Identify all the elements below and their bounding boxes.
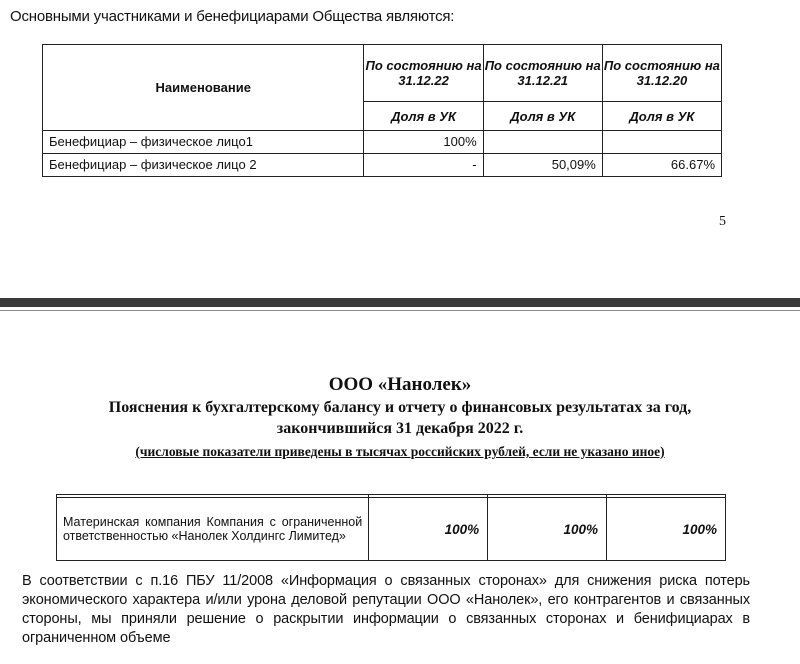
row-value-2022: - xyxy=(364,154,483,177)
subheader-share-2022: Доля в УК xyxy=(364,102,483,131)
parent-company-table xyxy=(56,494,726,561)
table-row xyxy=(57,498,726,561)
units-note: (числовые показатели приведены в тысячах российских рублей, если не указано иное) xyxy=(135,444,665,459)
table-row xyxy=(43,154,722,177)
subheader-share-2020: Доля в УК xyxy=(602,102,721,131)
row-value-2021: 100% xyxy=(488,498,607,561)
row-value-2020: 66.67% xyxy=(602,154,721,177)
header-name: Наименование xyxy=(43,45,364,131)
page-divider-thin xyxy=(0,310,800,311)
row-name: Материнская компания Компания с ограниченной ответственностью «Нанолек Холдингс Лимитед» xyxy=(57,498,369,561)
row-value-2022: 100% xyxy=(369,498,488,561)
row-value-2021 xyxy=(483,131,602,154)
row-value-2021: 50,09% xyxy=(483,154,602,177)
table-row xyxy=(43,131,722,154)
row-value-2020: 100% xyxy=(607,498,726,561)
row-name: Бенефициар – физическое лицо1 xyxy=(43,131,364,154)
page-number: 5 xyxy=(719,214,726,229)
header-period-2020: По состоянию на 31.12.20 xyxy=(602,45,721,102)
beneficiaries-table xyxy=(42,44,722,177)
header-period-2021: По состоянию на 31.12.21 xyxy=(483,45,602,102)
disclosure-paragraph: В соответствии с п.16 ПБУ 11/2008 «Информация о связанных сторонах» для снижения риска потерь экономического характера и/или урона деловой репутации ООО «Нанолек», его контрагентов и связанных стороны, мы приняли решение о раскрытии информации о связанных сторонах и бенифициарах в ограниченном объеме xyxy=(22,573,750,646)
intro-text: Основными участниками и бенефициарами Общества являются: xyxy=(10,8,455,25)
row-name: Бенефициар – физическое лицо 2 xyxy=(43,154,364,177)
page-divider xyxy=(0,298,800,307)
report-subtitle-line2: закончившийся 31 декабря 2022 г. xyxy=(276,420,524,437)
row-value-2020 xyxy=(602,131,721,154)
company-title: ООО «Нанолек» xyxy=(328,374,472,395)
report-subtitle-line1: Пояснения к бухгалтерскому балансу и отчету о финансовых результатах за год, xyxy=(108,399,692,416)
subheader-share-2021: Доля в УК xyxy=(483,102,602,131)
header-period-2022: По состоянию на 31.12.22 xyxy=(364,45,483,102)
table-header-row xyxy=(43,45,722,102)
report-subtitle xyxy=(0,397,800,439)
row-value-2022: 100% xyxy=(364,131,483,154)
